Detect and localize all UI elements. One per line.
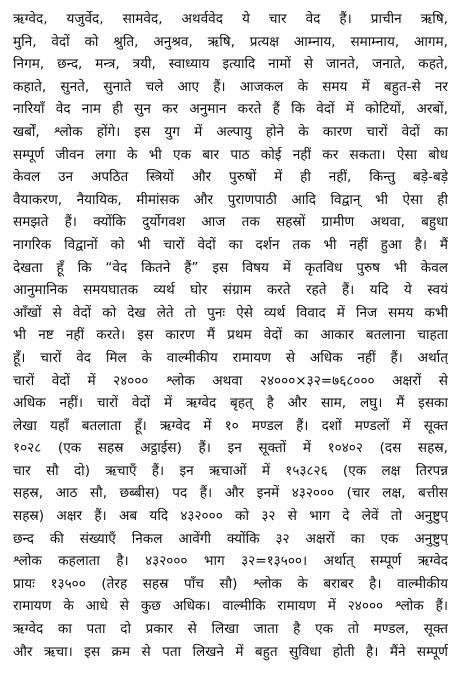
text-line: नारियाँ वेद नाम ही सुन कर अनुमान करते हैं कि वेदों में कोटियों, अरबों, bbox=[13, 101, 448, 118]
text-line: कहाते, सुनते, सुनाते चले आए हैं। आजकल के समय में बहुत-से नर bbox=[13, 78, 448, 95]
text-line: सहस्र, आठ सौ, छब्बीस) पद हैं। और इनमें ४३२००० (चार लक्ष, बत्तीस bbox=[13, 485, 448, 502]
text-line: सम्पूर्ण जीवन लगा के भी एक बार पाठ कोई नहीं कर सकता। ऐसा बोध bbox=[13, 146, 448, 163]
text-line: और ऋचा। इस क्रम से पता लिखने में बहुत सुविधा होती है। मैंने सम्पूर्ण bbox=[13, 643, 448, 660]
text-line: चार सौ दो) ऋचाएँ हैं। इन ऋचाओं में १५३८२६ (एक लक्ष तिरपन्न bbox=[13, 462, 448, 479]
text-line: खर्बों, श्लोक होंगे। इस युग में अल्पायु होने के कारण चारों वेदों का bbox=[13, 123, 448, 140]
text-line: नागरिक विद्वानों को भी चारों वेदों का दर्शन तक भी नहीं हुआ है। मैं bbox=[13, 236, 448, 253]
text-line: लेखा यहाँ बतलाता हूँ। ऋग्वेद में १० मण्डल हैं। दशों मण्डलों में सूक्त bbox=[13, 417, 448, 434]
text-line: ऋग्वेद का पता दो प्रकार से लिखा जाता है एक तो मण्डल, सूक्त bbox=[13, 621, 448, 638]
text-line: देखता हूँ कि “वेद कितने हैं” इस विषय में कृतविध पुरुष भी केवल bbox=[13, 259, 448, 276]
text-line: भी नष्ट नहीं करते। इस कारण मैं प्रथम वेदों का आकार बतलाना चाहता bbox=[13, 327, 448, 344]
text-line: प्रायः १३५०० (तेरह सहस्र पाँच सौ) श्लोक के बराबर है। वाल्मीकीय bbox=[13, 575, 448, 592]
text-line: आँखों से वेदों को देख लेते तो पुनः ऐसे व्यर्थ विवाद में निज समय कभी bbox=[13, 304, 448, 321]
text-line: १०२८ (एक सहस्र अट्ठाईस) हैं। इन सूक्तों में १०४०२ (दस सहस्र, bbox=[13, 440, 448, 457]
text-line: चारों वेदों में २४००० श्लोक अथवा २४०००×३२=७६८००० अक्षरों से bbox=[13, 372, 448, 389]
text-line: सहस्र) अक्षर हैं। अब यदि ४३२००० को ३२ से भाग दे लेवें तो अनुष्टुप् bbox=[13, 508, 448, 525]
text-line: हूँ। चारों वेद मिल के वाल्मीकीय रामायण से अधिक नहीं हैं। अर्थात् bbox=[13, 349, 448, 366]
text-line: समझते हैं। क्योंकि दुर्योगवश आज तक सहस्रों ग्रामीण अथवा, बहुधा bbox=[13, 214, 448, 231]
text-line: केवल उन अपठित स्त्रियों और पुरुषों में ही नहीं, किन्तु बड़े-बड़े bbox=[13, 169, 448, 186]
text-line: छन्द की संख्याएँ निकल आवेंगी क्योंकि ३२ अक्षरों का एक अनुष्टुप् bbox=[13, 530, 448, 547]
text-line: ऋग्वेद, यजुर्वेद, सामवेद, अथर्ववेद ये चार वेद हैं। प्राचीन ऋषि, bbox=[13, 11, 448, 27]
text-line: श्लोक कहलाता है। ४३२००० भाग ३२=१३५००। अर्थात् सम्पूर्ण ऋग्वेद bbox=[13, 553, 448, 570]
text-line: वैयाकरण, नैयायिक, मीमांसक और पुराणपाठी आदि विद्वान् भी ऐसा ही bbox=[13, 191, 448, 208]
text-line: अधिक नहीं। चारों वेदों में ऋग्वेद बृहत् है और साम, लघु। मैं इसका bbox=[13, 395, 448, 412]
text-line: निगम, छन्द, मन्त्र, त्रयी, स्वाध्याय इत्यादि नामों से जानते, जनाते, कहते, bbox=[13, 56, 448, 73]
text-line: रामायण के आधे से कुछ अधिक। वाल्मीकि रामायण में २४००० श्लोक हैं। bbox=[13, 598, 448, 615]
body-paragraph bbox=[13, 8, 448, 663]
text-line: आनुमानिक समयघातक व्यर्थ घोर संग्राम करते रहते हैं। यदि ये स्वयं bbox=[13, 282, 448, 299]
text-line: मुनि, वेदों को श्रुति, अनुश्रव, ऋषि, प्रत्यक्ष आम्नाय, समाम्नाय, आगम, bbox=[13, 33, 448, 50]
